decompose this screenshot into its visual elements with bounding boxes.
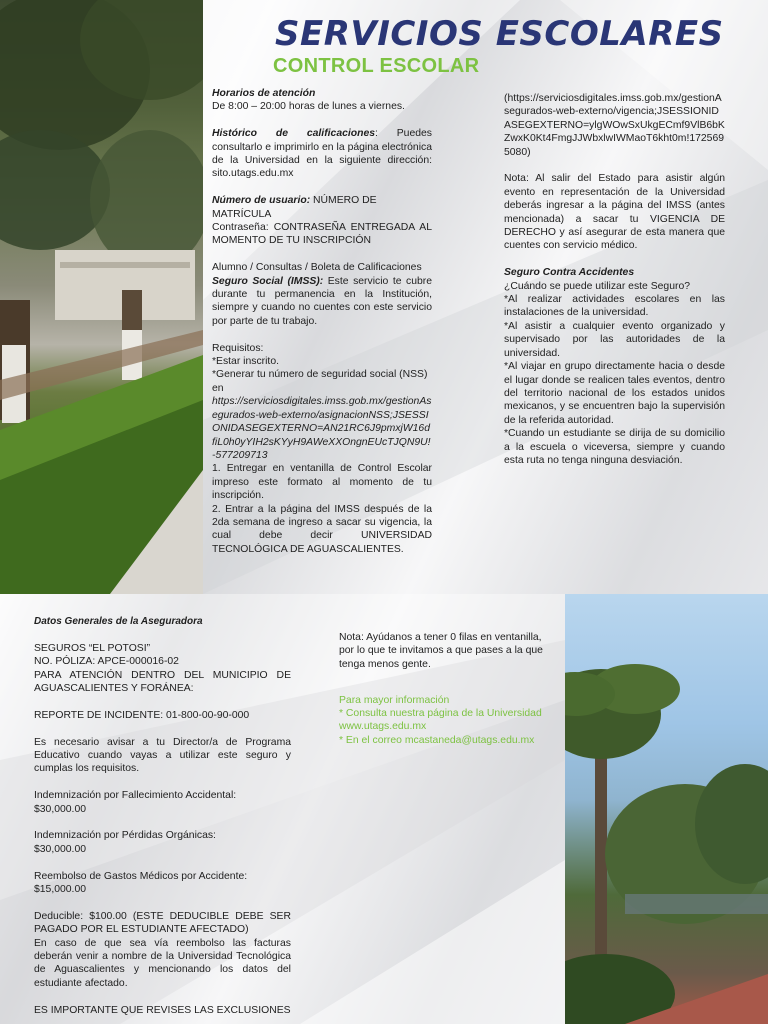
paso-2: 2. Entrar a la página del IMSS después de la 2da semana de ingreso a sacar su vigencia, la cual debe decir UNIVERSIDAD TECNOLÓGICA DE AGUASCALIENTES. (212, 503, 432, 555)
campus-trees-illustration (0, 0, 203, 594)
info-email[interactable]: * En el correo mcastaneda@utags.edu.mx (339, 734, 535, 746)
seguro-heading: Seguro Social (IMSS): (212, 275, 324, 287)
accidentes-question: ¿Cuándo se puede utilizar este Seguro? (504, 280, 690, 292)
accidente-item: *Al asistir a cualquier evento organizado y supervisado por las autoridades de la universidad. (504, 320, 725, 359)
column-vigencia-accidentes (504, 92, 725, 467)
horarios-heading: Horarios de atención (212, 88, 316, 99)
perdidas-amount: $30,000.00 (34, 843, 87, 855)
column-horarios-imss (212, 87, 432, 556)
requisito-inscrito: *Estar inscrito. (212, 356, 279, 368)
info-title: Para mayor información (339, 694, 450, 706)
historico-heading: Histórico de calificaciones (212, 128, 376, 140)
reembolso-label: Reembolso de Gastos Médicos por Accidente: (34, 870, 248, 882)
page-subtitle: CONTROL ESCOLAR (273, 55, 480, 77)
contrasena-text: Contraseña: CONTRASEÑA ENTREGADA AL MOMENTO DE TU INSCRIPCIÓN (212, 222, 432, 247)
horarios-text: De 8:00 – 20:00 horas de lunes a viernes. (212, 101, 405, 113)
aseguradora-heading: Datos Generales de la Aseguradora (34, 616, 203, 627)
vigencia-link[interactable]: (https://serviciosdigitales.imss.gob.mx/gestionAsegurados-web-externo/vigencia;JSESSIONIDASEGEXTERNO=ylgWOwSxUkgECmf9VlB6bKZwxK0Kt4FmgJJWbxlwIWMaoT6kht0m!1725695080) (504, 93, 725, 158)
info-web: * Consulta nuestra página de la Universidad (339, 708, 542, 720)
accidente-item: *Al viajar en grupo directamente hacia o desde el lugar donde se realicen tales eventos, dentro del territorio nacional de los estados unidos mexicanos, y se encuentren bajo la supervisión de la referida autoridad. (504, 361, 725, 426)
accidente-item: *Al realizar actividades escolares en las instalaciones de la universidad. (504, 294, 725, 319)
page-title: SERVICIOS ESCOLARES (275, 14, 724, 54)
nota-estado: Nota: Al salir del Estado para asistir algún evento en representación de la Universidad deberás ingresar a la página del IMSS (antes mencionada) a sacar tu VIGENCIA DE DERECHO y así asegurar de esta manera que cuentes con servicio médico. (504, 173, 725, 252)
column-aseguradora (34, 615, 291, 1017)
accidente-item: *Cuando un estudiante se dirija de su domicilio a la escuela o viceversa, siempre y cuando esta ruta no tenga ninguna desviación. (504, 428, 725, 466)
palm-trees-photo (565, 594, 768, 1024)
aseguradora-name: SEGUROS “EL POTOSI” (34, 642, 151, 654)
fallecimiento-amount: $30,000.00 (34, 803, 87, 815)
nss-link[interactable]: https://serviciosdigitales.imss.gob.mx/gestionAsegurados-web-externo/asignacionNSS;JSESSIONIDASEGEXTERNO=AN21RC6J9pmxjW16dfiL0h0yYIH2sKYyH9AWeXXOngnEUcTJQN9U!-577209713 (212, 396, 432, 461)
requisito-nss: *Generar tu número de seguridad social (NSS) en (212, 369, 428, 394)
historico-paragraph (212, 127, 432, 181)
paso-1: 1. Entregar en ventanilla de Control Escolar impreso este formato al momento de tu inscripción. (212, 463, 432, 502)
campus-trees-photo (0, 0, 203, 594)
seguro-text: Este servicio te cubre durante tu permanencia en la Institución, siempre y cuando no cuentes con este servicio por parte de tu trabajo. (212, 275, 432, 327)
accidentes-heading: Seguro Contra Accidentes (504, 267, 635, 279)
reembolso-amount: $15,000.00 (34, 884, 87, 896)
usuario-paragraph (212, 194, 432, 221)
atencion-text: PARA ATENCIÓN DENTRO DEL MUNICIPIO DE AGUASCALIENTES Y FORÁNEA: (34, 669, 291, 695)
facturas-text: En caso de que sea vía reembolso las facturas deberán venir a nombre de la Universidad Tecnológica de Aguascalientes y mencionando los datos del estudiante afectado. (34, 937, 291, 989)
column-informacion (339, 631, 545, 747)
historico-text: : Puedes consultarlo e imprimirlo en la página electrónica de la Universidad en la siguiente dirección: sito.utags.edu.mx (212, 128, 432, 180)
perdidas-label: Indemnización por Pérdidas Orgánicas: (34, 830, 216, 842)
seguro-paragraph (212, 275, 432, 329)
usuario-heading: Número de usuario: (212, 195, 311, 207)
poliza-number: NO. PÓLIZA: APCE-000016-02 (34, 656, 179, 668)
university-link[interactable]: www.utags.edu.mx (339, 721, 427, 733)
requisitos-title: Requisitos: (212, 342, 264, 354)
reporte-incidente: REPORTE DE INCIDENTE: 01-800-00-90-000 (34, 709, 250, 721)
palm-trees-illustration (565, 594, 768, 1024)
deducible-text: Deducible: $100.00 (ESTE DEDUCIBLE DEBE SER PAGADO POR EL ESTUDIANTE AFECTADO) (34, 910, 291, 936)
consulta-ruta: Alumno / Consultas / Boleta de Calificaciones (212, 262, 422, 274)
fallecimiento-label: Indemnización por Fallecimiento Accidental: (34, 790, 237, 802)
avisar-text: Es necesario avisar a tu Director/a de Programa Educativo cuando vayas a utilizar este seguro y cumplas los requisitos. (34, 736, 291, 775)
usuario-text: NÚMERO DE MATRÍCULA (212, 195, 377, 220)
importante-text: ES IMPORTANTE QUE REVISES LAS EXCLUSIONES (34, 1004, 291, 1016)
nota-filas: Nota: Ayúdanos a tener 0 filas en ventanilla, por lo que te invitamos a que pases a la que tenga menos gente. (339, 632, 543, 670)
